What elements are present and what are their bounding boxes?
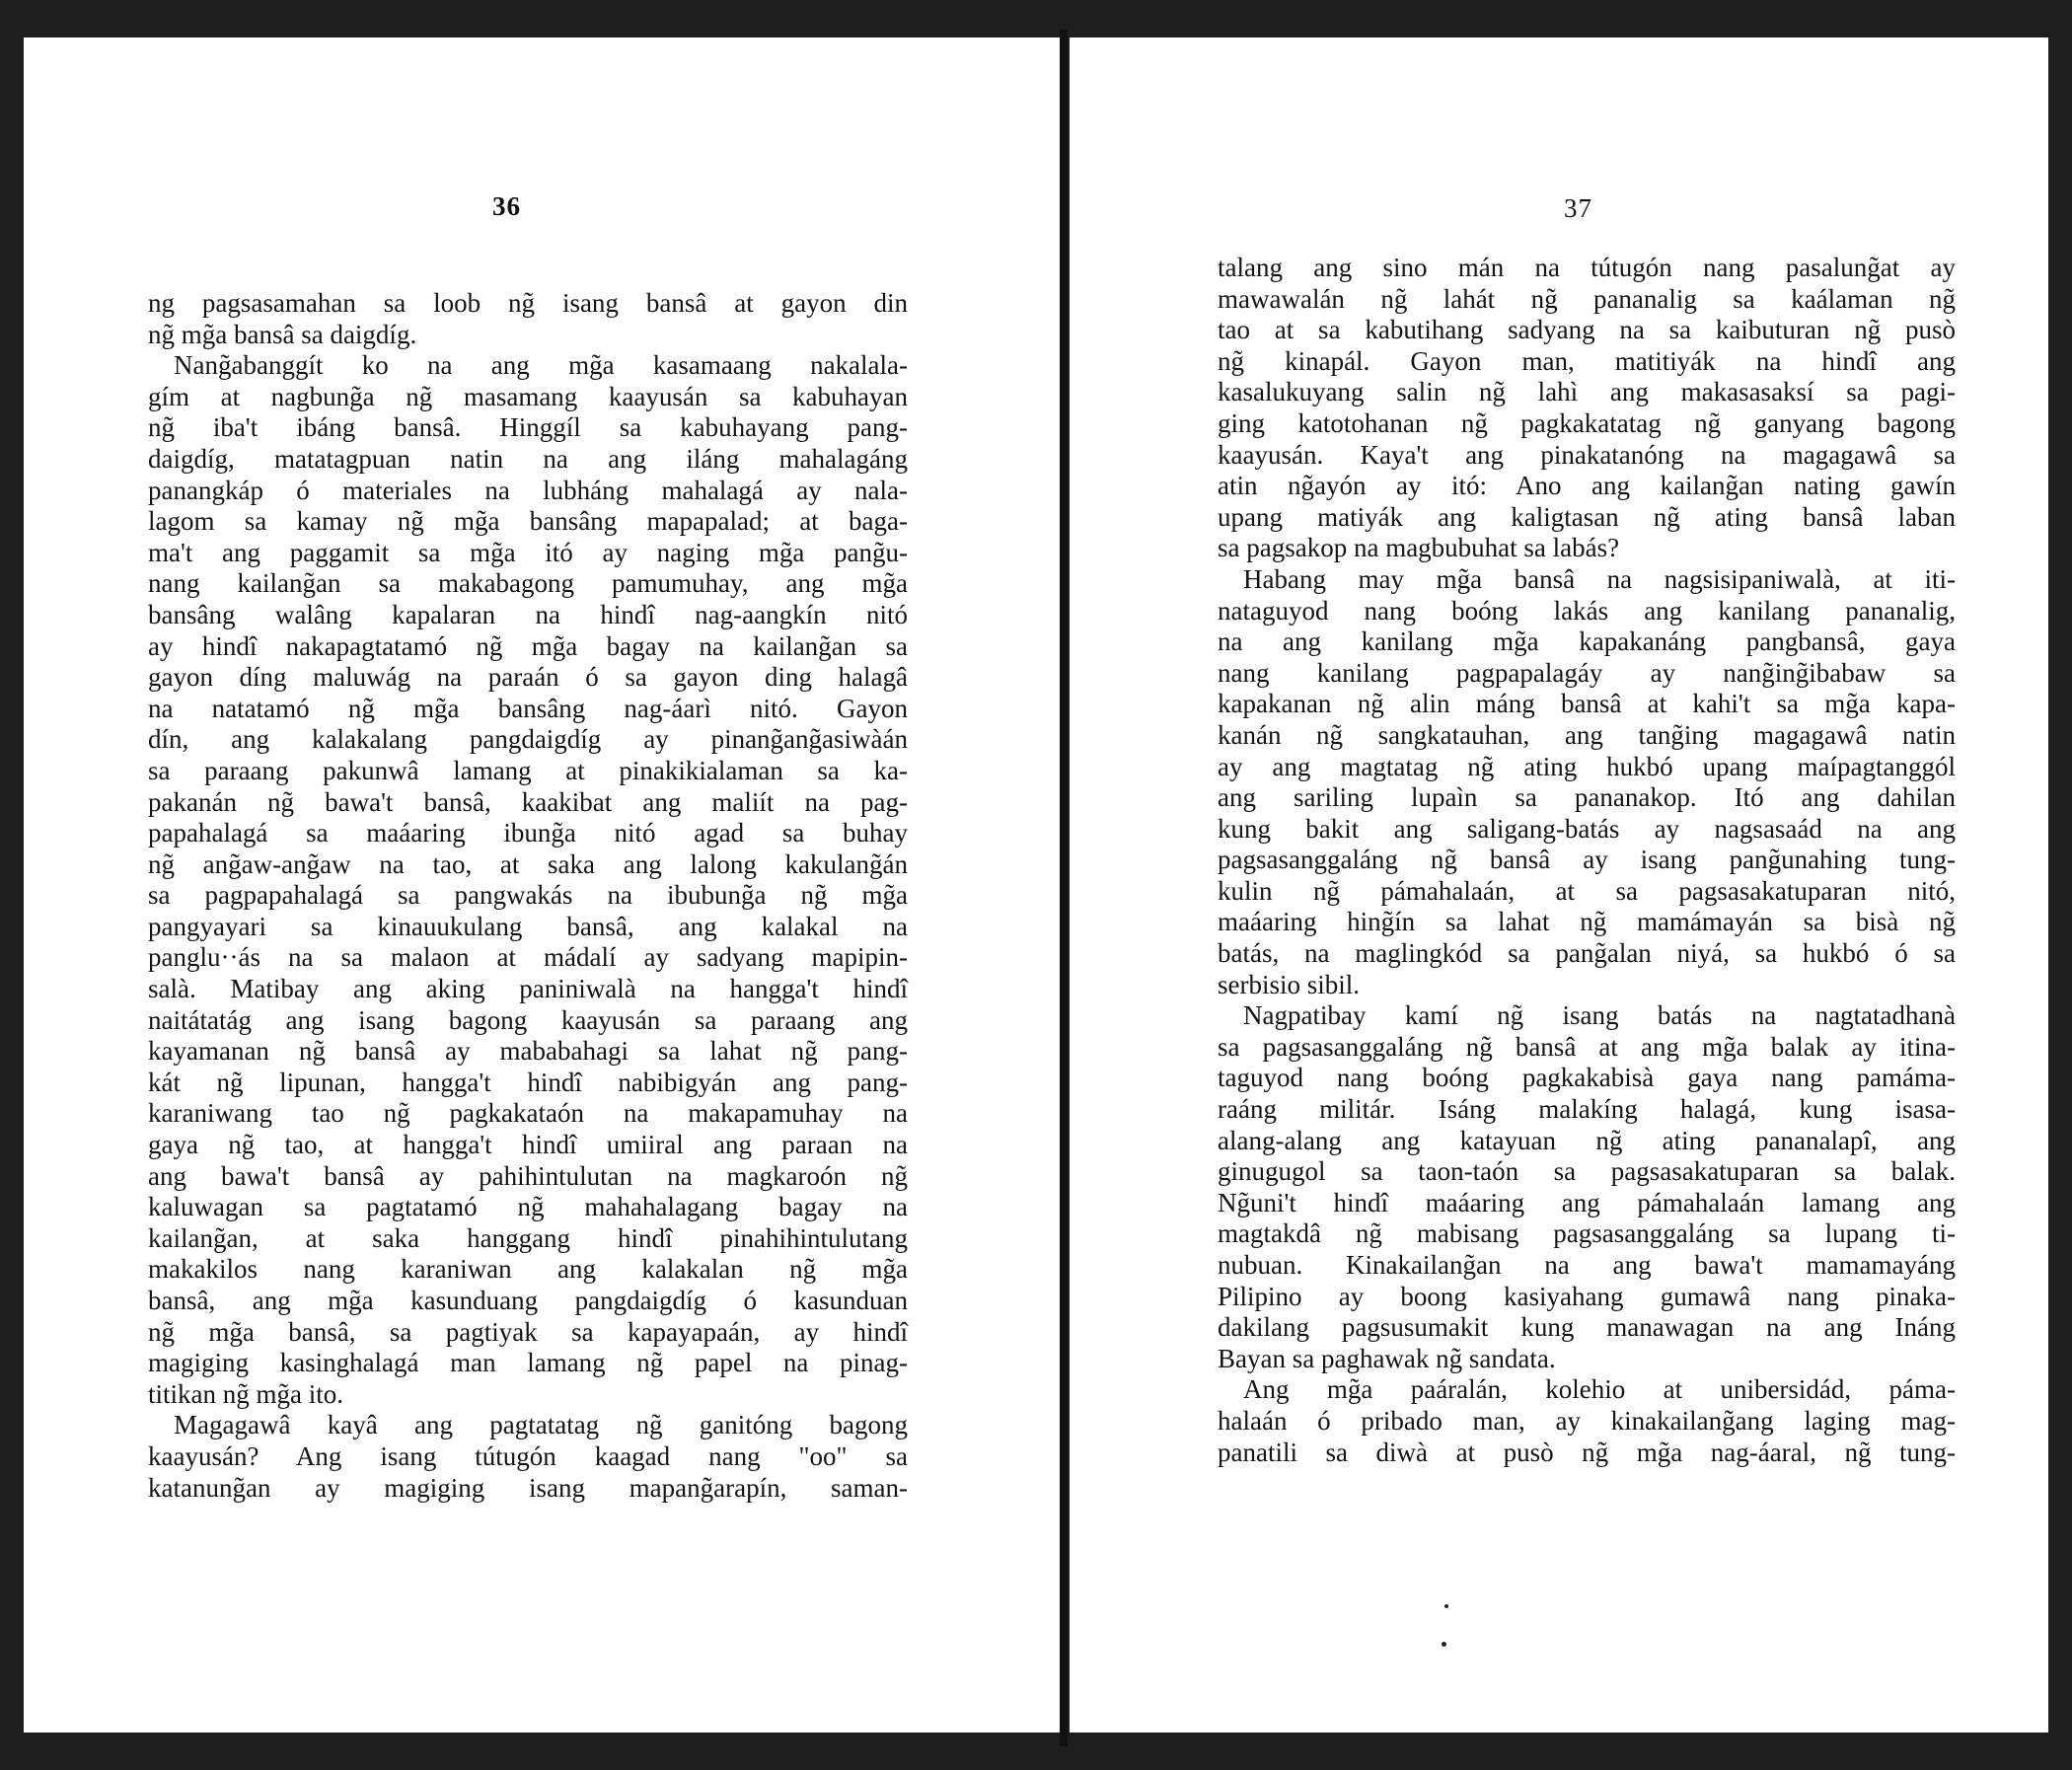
- text-line: salà. Matibay ang aking paniniwalà na hangga't hindî: [148, 974, 908, 1004]
- text-line: maáaring hing̃ín sa lahat ng̃ mamámayán sa bisà ng̃: [1218, 907, 1956, 937]
- text-line: ay ang magtatag ng̃ ating hukbó upang maípagtanggól: [1218, 751, 1956, 781]
- page-number-right: 37: [1564, 193, 1592, 223]
- right-page: [1070, 37, 2048, 1733]
- text-line: ay hindî nakapagtatamó ng̃ mg̃a bagay na kailang̃an sa: [148, 630, 908, 661]
- text-line: magtakdâ ng̃ mabisang pagsasanggaláng sa lupang ti-: [1218, 1218, 1956, 1249]
- text-line: ging katotohanan ng̃ pagkakatatag ng̃ ganyang bagong: [1218, 407, 1956, 438]
- text-line: dín, ang kalakalang pangdaigdíg ay pinang̃ang̃asiwàán: [148, 724, 908, 755]
- text-line: ang sariling lupaìn sa pananakop. Itó ang dahilan: [1218, 782, 1956, 813]
- text-line: Magagawâ kayâ ang pagtatatag ng̃ ganitóng bagong: [174, 1410, 908, 1440]
- text-line: ng̃ iba't ibáng bansâ. Hinggíl sa kabuhayang pang-: [148, 412, 908, 443]
- text-line: nubuan. Kinakailang̃an na ang bawa't mamamayáng: [1218, 1250, 1956, 1280]
- text-line: Ang mg̃a paáralán, kolehio at unibersidád, páma-: [1243, 1374, 1956, 1405]
- text-line: kapakanan ng̃ alin máng bansâ at kahi't sa mg̃a kapa-: [1218, 689, 1956, 719]
- text-line: ng̃ ang̃aw-ang̃aw na tao, at saka ang lalong kakulang̃án: [148, 848, 908, 879]
- text-line: kasalukuyang salin ng̃ lahì ang makasasaksí sa pagi-: [1218, 377, 1956, 407]
- text-line: tao at sa kabutihang sadyang na sa kaibuturan ng̃ pusò: [1218, 315, 1956, 345]
- text-line: naitátatág ang isang bagong kaayusán sa paraang ang: [148, 1004, 908, 1035]
- text-line: kaluwagan sa pagtatamó ng̃ mahahalagang bagay na: [148, 1192, 908, 1222]
- text-line: alang-alang ang katayuan ng̃ ating pananalapî, ang: [1218, 1125, 1956, 1155]
- text-line: na natatamó ng̃ mg̃a bansâng nag-áarì nitó. Gayon: [148, 693, 908, 723]
- text-line: talang ang sino mán na tútugón nang pasalung̃at ay: [1218, 253, 1956, 282]
- text-line: taguyod nang boóng pagkakabisà gaya nang pamáma-: [1218, 1063, 1956, 1093]
- text-line: ng̃ kinapál. Gayon man, matitiyák na hindî ang: [1218, 345, 1956, 376]
- text-line: kanán ng̃ sangkatauhan, ang tang̃ing magagawâ natin: [1218, 719, 1956, 750]
- text-line: serbisio sibil.: [1218, 969, 1361, 999]
- text-line: Pilipino ay boong kasiyahang gumawâ nang pinaka-: [1218, 1281, 1956, 1311]
- text-line: nang kailang̃an sa makabagong pamumuhay, ang mg̃a: [148, 568, 908, 599]
- text-line: panatili sa diwà at pusò ng̃ mg̃a nag-áaral, ng̃ tung-: [1218, 1437, 1956, 1467]
- text-line: katanung̃an ay magiging isang mapang̃arapín, saman-: [148, 1472, 908, 1503]
- text-line: sa pagsasanggaláng ng̃ bansâ at ang mg̃a balak ay itina-: [1218, 1031, 1956, 1062]
- text-line: kaayusán. Kaya't ang pinakatanóng na magagawâ sa: [1218, 439, 1956, 470]
- text-line: ng pagsasamahan sa loob ng̃ isang bansâ at gayon din: [148, 288, 908, 318]
- text-line: titikan ng̃ mg̃a ito.: [148, 1378, 343, 1409]
- text-line: daigdíg, matatagpuan natin na ang iláng mahalagáng: [148, 443, 908, 474]
- text-line: mawawalán ng̃ lahát ng̃ pananalig sa kaálaman ng̃: [1218, 283, 1956, 314]
- right-page-body-text: [1218, 253, 1956, 1468]
- text-line: ang bawa't bansâ ay pahihintulutan na magkaroón ng̃: [148, 1160, 908, 1191]
- text-line: Ng̃uni't hindî maáaring ang pámahalaán lamang ang: [1218, 1187, 1956, 1217]
- text-line: kát ng̃ lipunan, hangga't hindî nabibigyán ang pang-: [148, 1067, 908, 1097]
- scan-speck: [1442, 1642, 1446, 1647]
- text-line: karaniwang tao ng̃ pagkakataón na makapamuhay na: [148, 1098, 908, 1129]
- text-line: makakilos nang karaniwan ang kalakalan ng̃ mg̃a: [148, 1254, 908, 1285]
- text-line: kailang̃an, at saka hanggang hindî pinahihintulutang: [148, 1222, 908, 1253]
- text-line: papahalagá sa maáaring ibung̃a nitó agad sa buhay: [148, 818, 908, 848]
- scan-speck: [1444, 1604, 1448, 1608]
- text-line: upang matiyák ang kaligtasan ng̃ ating bansâ laban: [1218, 501, 1956, 532]
- text-line: dakilang pagsusumakit kung manawagan na ang Ináng: [1218, 1312, 1956, 1343]
- text-line: Bayan sa paghawak ng̃ sandata.: [1218, 1343, 1556, 1373]
- book-spine: [1060, 30, 1068, 1746]
- text-line: kaayusán? Ang isang tútugón kaagad nang "oo" sa: [148, 1440, 908, 1471]
- text-line: batás, na maglingkód sa pang̃alan niyá, sa hukbó ó sa: [1218, 938, 1956, 969]
- text-line: ng̃ mg̃a bansâ sa daigdíg.: [148, 319, 417, 349]
- text-line: nataguyod nang boóng lakás ang kanilang pananalig,: [1218, 595, 1956, 626]
- text-line: pangyayari sa kinauukulang bansâ, ang kalakal na: [148, 911, 908, 941]
- text-line: kulin ng̃ pámahalaán, at sa pagsasakatuparan nitó,: [1218, 875, 1956, 906]
- text-line: Habang may mg̃a bansâ na nagsisipaniwalà, at iti-: [1243, 563, 1956, 594]
- text-line: gaya ng̃ tao, at hangga't hindî umiiral ang paraan na: [148, 1130, 908, 1160]
- text-line: lagom sa kamay ng̃ mg̃a bansâng mapapalad; at baga-: [148, 506, 908, 537]
- page-number-left: 36: [492, 191, 521, 221]
- text-line: gím at nagbung̃a ng̃ masamang kaayusán sa kabuhayan: [148, 381, 908, 411]
- text-line: pakanán ng̃ bawa't bansâ, kaakibat ang maliít na pag-: [148, 786, 908, 817]
- text-line: Nagpatibay kamí ng̃ isang batás na nagtatadhanà: [1243, 1000, 1956, 1031]
- left-page: [24, 37, 1066, 1733]
- text-line: sa paraang pakunwâ lamang at pinakikialaman sa ka-: [148, 755, 908, 785]
- text-line: magiging kasinghalagá man lamang ng̃ papel na pinag-: [148, 1348, 908, 1378]
- text-line: nang kanilang pagpapalagáy ay nang̃ing̃ibabaw sa: [1218, 657, 1956, 688]
- text-line: panglu··ás na sa malaon at mádalí ay sadyang mapipin-: [148, 942, 908, 973]
- text-line: raáng militár. Isáng malakíng halagá, kung isasa-: [1218, 1094, 1956, 1125]
- left-page-body-text: [148, 288, 908, 1504]
- text-line: ma't ang paggamit sa mg̃a itó ay naging mg̃a pang̃u-: [148, 537, 908, 567]
- text-line: bansâng walâng kapalaran na hindî nag-aangkín nitó: [148, 599, 908, 629]
- text-line: gayon díng maluwág na paraán ó sa gayon ding halagâ: [148, 662, 908, 693]
- text-line: sa pagpapahalagá sa pangwakás na ibubung̃a ng̃ mg̃a: [148, 880, 908, 911]
- text-line: ginugugol sa taon-taón sa pagsasakatuparan sa balak.: [1218, 1156, 1956, 1187]
- text-line: ng̃ mg̃a bansâ, sa pagtiyak sa kapayapaán, ay hindî: [148, 1316, 908, 1347]
- text-line: na ang kanilang mg̃a kapakanáng pangbansâ, gaya: [1218, 627, 1956, 657]
- text-line: kung bakit ang saligang-batás ay nagsasaád na ang: [1218, 813, 1956, 844]
- text-line: bansâ, ang mg̃a kasunduang pangdaigdíg ó kasunduan: [148, 1286, 908, 1315]
- text-line: panangkáp ó materiales na lubháng mahalagá ay nala-: [148, 475, 908, 505]
- text-line: halaán ó pribado man, ay kinakailang̃ang laging mag-: [1218, 1405, 1956, 1436]
- text-line: pagsasanggaláng ng̃ bansâ ay isang pang̃unahing tung-: [1218, 845, 1956, 875]
- text-line: Nang̃abanggít ko na ang mg̃a kasamaang nakalala-: [174, 350, 908, 381]
- text-line: sa pagsakop na magbubuhat sa labás?: [1218, 533, 1620, 563]
- text-line: atin ng̃ayón ay itó: Ano ang kailang̃an nating gawín: [1218, 471, 1956, 501]
- text-line: kayamanan ng̃ bansâ ay mababahagi sa lahat ng̃ pang-: [148, 1036, 908, 1067]
